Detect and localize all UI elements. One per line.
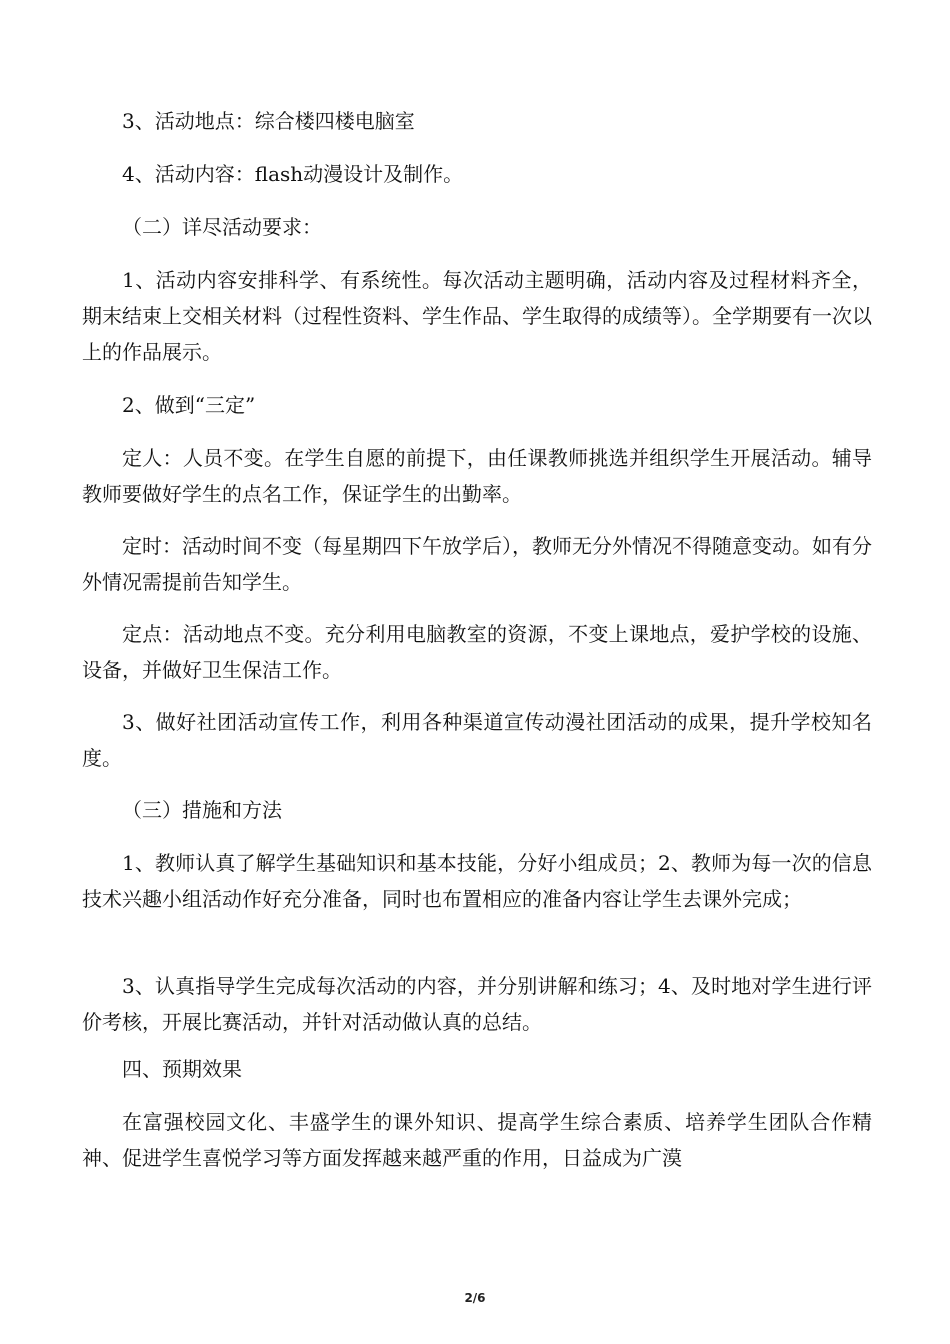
heading-measures-methods: （三）措施和方法 [122, 798, 282, 822]
paragraph-activity-content: 4、活动内容：flash动漫设计及制作。 [122, 162, 464, 186]
paragraph-fixed-people: 定人：人员不变。在学生自愿的前提下，由任课教师挑选并组织学生开展活动。辅导教师要做好学生的点名工作，保证学生的出勤率。 [82, 446, 872, 506]
paragraph-three-fixed: 2、做到“三定” [122, 393, 256, 417]
paragraph-measures-2: 3、认真指导学生完成每次活动的内容，并分别讲解和练习；4、及时地对学生进行评价考核，开展比赛活动，并针对活动做认真的总结。 [82, 974, 872, 1034]
paragraph-publicity: 3、做好社团活动宣传工作，利用各种渠道宣传动漫社团活动的成果，提升学校知名度。 [82, 710, 872, 770]
paragraph-fixed-time: 定时：活动时间不变（每星期四下午放学后），教师无分外情况不得随意变动。如有分外情况需提前告知学生。 [82, 534, 872, 594]
paragraph-requirement-1: 1、活动内容安排科学、有系统性。每次活动主题明确，活动内容及过程材料齐全，期末结束上交相关材料（过程性资料、学生作品、学生取得的成绩等）。全学期要有一次以上的作品展示。 [82, 268, 872, 364]
heading-expected-results: 四、预期效果 [122, 1057, 242, 1081]
page-number: 2/6 [464, 1291, 486, 1305]
paragraph-fixed-place: 定点：活动地点不变。充分利用电脑教室的资源，不变上课地点，爱护学校的设施、设备，并做好卫生保洁工作。 [82, 622, 872, 682]
paragraph-measures-1: 1、教师认真了解学生基础知识和基本技能，分好小组成员；2、教师为每一次的信息技术兴趣小组活动作好充分准备，同时也布置相应的准备内容让学生去课外完成； [82, 851, 872, 911]
paragraph-activity-location: 3、活动地点：综合楼四楼电脑室 [122, 109, 415, 133]
paragraph-expected-results: 在富强校园文化、丰盛学生的课外知识、提高学生综合素质、培养学生团队合作精神、促进学生喜悦学习等方面发挥越来越严重的作用，日益成为广漠 [82, 1110, 872, 1170]
heading-activity-requirements: （二）详尽活动要求： [122, 215, 322, 239]
